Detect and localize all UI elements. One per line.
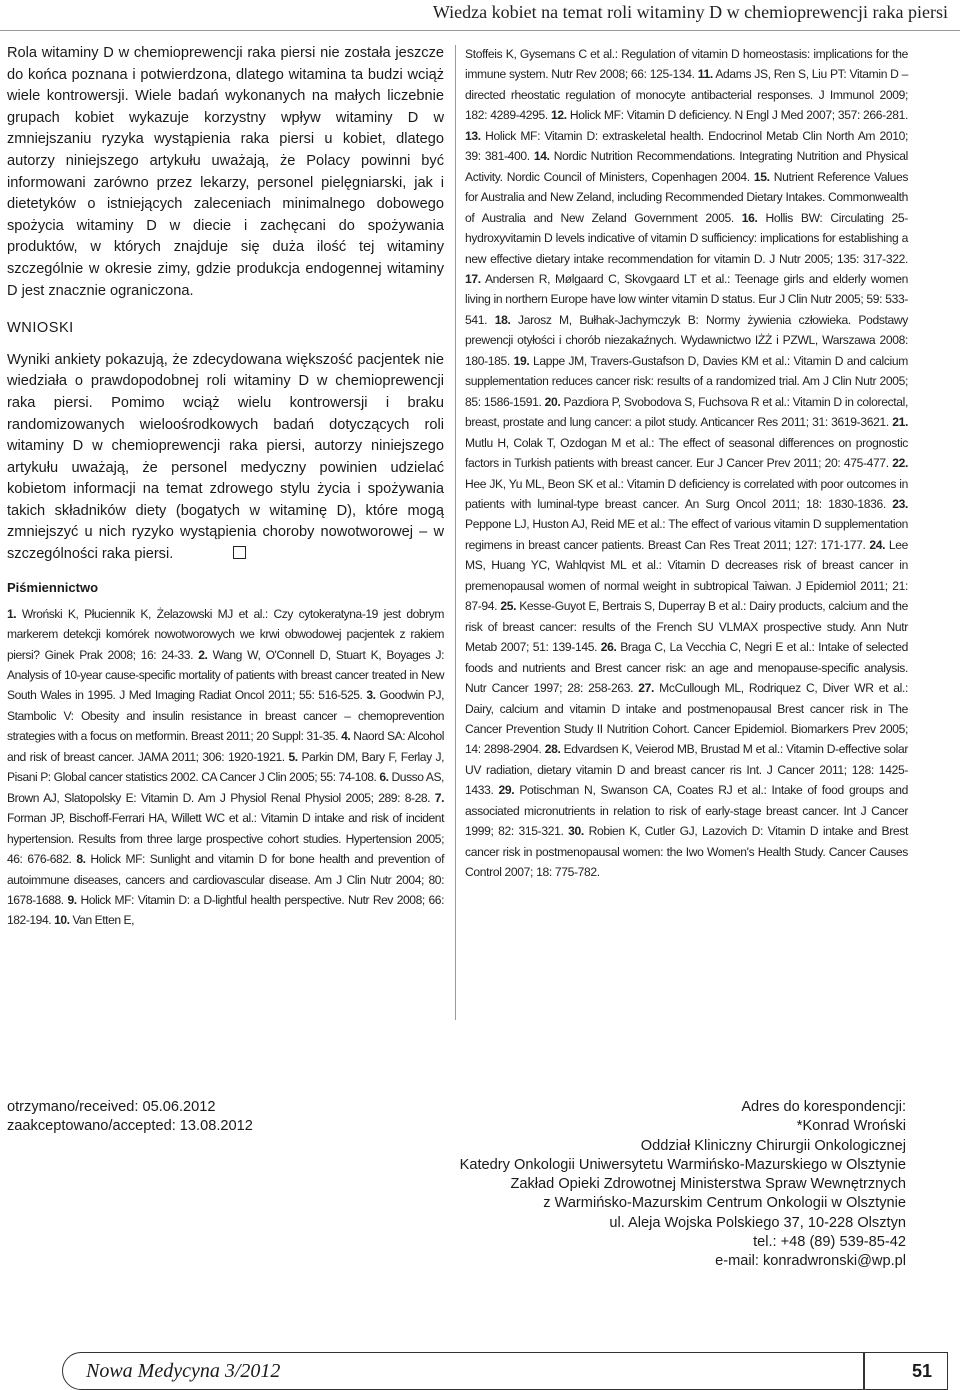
journal-name: Nowa Medycyna 3/2012 [86, 1360, 281, 1382]
address-line: e-mail: konradwronski@wp.pl [715, 1253, 906, 1270]
reference-number: 11. [697, 67, 713, 82]
reference-text: Peppone LJ, Huston AJ, Reid ME et al.: The effect of various vitamin D supplementation regimens in breast cancer patients. Breast Can Res Treat 2011; 127: 171-177. [465, 517, 908, 552]
reference-number: 6. [379, 770, 389, 785]
reference-number: 28. [544, 742, 561, 757]
reference-number: 1. [7, 606, 17, 621]
reference-text: Parkin DM, Bary F, Ferlay J, Pisani P: Global cancer statistics 2002. CA Cancer J Clin 2005; 55: 74-108. [7, 749, 444, 785]
reference-number: 16. [741, 210, 758, 225]
references-list-right [465, 44, 908, 883]
reference-number: 14. [533, 149, 550, 164]
left-column [7, 43, 444, 931]
reference-text: Mutlu H, Colak T, Ozdogan M et al.: The effect of seasonal differences on prognostic factors in Turkish patients with breast cancer. Eur J Cancer Prev 2011; 20: 475-477. [465, 435, 908, 471]
reference-text: Nordic Nutrition Recommendations. Integrating Nutrition and Physical Activity. Nordic Council of Ministers, Copenhagen 2004. [465, 149, 908, 184]
reference-text: Van Etten E, [72, 913, 135, 928]
reference-text: Holick MF: Vitamin D: extraskeletal health. Endocrinol Metab Clin North Am 2010; 39: 381-400. [465, 128, 909, 164]
reference-text: Adams JS, Ren S, Liu PT: Vitamin D – directed rheostatic regulation of monocyte antibacterial responses. J Immunol 2009; 182: 4289-4295. [465, 67, 909, 123]
reference-text: Forman JP, Bischoff-Ferrari HA, Willett WC et al.: Vitamin D intake and risk of incident hypertension. Results from three large prospective cohort studies. Hypertension 2005; 46: 676-682. [7, 811, 444, 867]
address-line: Oddział Kliniczny Chirurgii Onkologicznej [640, 1137, 906, 1154]
intro-paragraph: Rola witaminy D w chemioprewencji raka piersi nie została jeszcze do końca poznana i potwierdzona, dlatego witamina ta budzi wciąż wiele kontrowersji. Wiele badań wykonanych na małych liczebnie grupach kobiet wykazuje korzystny wpływ witaminy D w zmniejszaniu ryzyka wystąpienia raka piersi u kobiet, dlatego autorzy niniejszego artykułu uważają, że Polacy powinni być informowani zarówno przez lekarzy, personel pielęgniarski, jak i dietetyków o istniejących zaleceniach minimalnego dobowego spożycia witaminy D w diecie i zachęcani do spożywania produktów, w których znajduje się duża ilość tej witaminy szczególnie w okresie zimy, gdzie produkcja endogennej witaminy D jest znacznie ograniczona. [7, 45, 444, 299]
correspondence-name: *Konrad Wroński [796, 1118, 906, 1135]
reference-number: 9. [67, 893, 77, 907]
reference-text: Kesse-Guyot E, Bertrais S, Duperray B et al.: Dairy products, calcium and the risk of breast cancer: results of the French SU VLMAX prospective study. Ann Nutr Metab 2007; 51: 139-145. [465, 599, 909, 655]
correspondence-address [460, 1098, 906, 1272]
address-line: z Warmińsko-Mazurskim Centrum Onkologii w Olsztynie [543, 1195, 906, 1212]
address-line: Zakład Opieki Zdrowotnej Ministerstwa Spraw Wewnętrznych [510, 1176, 906, 1193]
reference-number: 27. [638, 681, 655, 696]
reference-text: Dusso AS, Brown AJ, Slatopolsky E: Vitamin D. Am J Physiol Renal Physiol 2005; 289: 8-28. [7, 770, 444, 805]
reference-number: 30. [568, 824, 584, 839]
correspondence-heading: Adres do korespondencji: [741, 1099, 906, 1115]
accepted-date: zaakceptowano/accepted: 13.08.2012 [7, 1117, 253, 1134]
reference-text: Potischman N, Swanson CA, Coates RJ et al.: Intake of food groups and associated micronutrients in relation to risk of early-stage breast cancer. Int J Cancer 1999; 82: 315-321. [465, 783, 908, 839]
reference-text: Holick MF: Vitamin D deficiency. N Engl J Med 2007; 357: 266-281. [569, 108, 909, 123]
reference-text: Jarosz M, Bułhak-Jachymczyk B: Normy żywienia człowieka. Podstawy prewencji otyłości i chorób niezakaźnych. Wydawnictwo IŻŻ i PZWL, Warszawa 2008: 180-185. [465, 312, 908, 368]
reference-text: Hee JK, Yu ML, Beon SK et al.: Vitamin D deficiency is correlated with poor outcomes in patients with luminal-type breast cancer. An Surg Oncol 2011; 18: 1830-1836. [465, 476, 908, 511]
reference-number: 29. [498, 783, 515, 798]
reference-text: Edvardsen K, Veierod MB, Brustad M et al.: Vitamin D-effective solar UV radiation, dietary vitamin D and breast cancer ris Int. J Cancer 2011; 128: 1425-1433. [465, 742, 909, 798]
reference-number: 21. [892, 415, 908, 430]
reference-text: Braga C, La Vecchia C, Negri E et al.: Intake of selected foods and nutrients and Brest cancer risk: an age and menopause-specific analysis. Nutr Cancer 1997; 28: 258-263. [465, 640, 908, 696]
reference-text: Stoffeis K, Gysemans C et al.: Regulation of vitamin D homeostasis: implications for the immune system. Nutr Rev 2008; 66: 125-134. [465, 47, 908, 82]
reference-number: 8. [76, 852, 86, 867]
reference-text: Holick MF: Sunlight and vitamin D for bone health and prevention of autoimmune diseases, cancers and cardiovascular disease. Am J Clin Nutr 2004; 80: 1678-1688. [7, 852, 444, 907]
running-title: Wiedza kobiet na temat roli witaminy D w chemioprewencji raka piersi [432, 2, 948, 22]
reference-text: Nutrient Reference Values for Australia and New Zeland, including Recommended Dietary Intakes. Commonwealth of Australia and New Zeland Government 2005. [465, 169, 909, 225]
header-rule [0, 30, 960, 31]
reference-number: 15. [753, 169, 770, 184]
conclusions-text: Wyniki ankiety pokazują, że zdecydowana większość pacjentek nie wiedziała o prawdopodobnej roli witaminy D w chemioprewencji raka piersi. Pomimo wciąż wielu kontrowersji i braku randomizowanych wieloośrodkowych badań dotyczących roli witaminy D w chemioprewencji raka piersi, autorzy niniejszego artykułu uważają, że personel medyczny powinien udzielać kobietom informacji na temat zdrowego stylu życia i spożywania takich składników diety (bogatych w witaminę D), które mogą zmniejszyć u nich ryzyko wystąpienia choroby nowotworowej – w szczególności raka piersi. [7, 351, 444, 563]
reference-text: Andersen R, Mølgaard C, Skovgaard LT et al.: Teenage girls and elderly women living in northern Europe have low winter vitamin D status. Eur J Clin Nutr 2005; 59: 533-541. [465, 271, 908, 327]
references-heading: Piśmiennictwo [7, 579, 99, 595]
footer-divider [863, 1352, 865, 1390]
reference-number: 22. [892, 456, 908, 471]
reference-number: 12. [551, 108, 567, 123]
reference-number: 17. [465, 271, 481, 286]
reference-number: 25. [500, 599, 517, 614]
end-of-article-mark [233, 546, 246, 559]
reference-number: 13. [465, 128, 481, 143]
conclusions-paragraph [7, 350, 444, 566]
reference-number: 20. [544, 394, 561, 409]
address-line: ul. Aleja Wojska Polskiego 37, 10-228 Olsztyn [609, 1214, 906, 1231]
references-list-left [7, 604, 444, 931]
reference-text: Naord SA: Alcohol and risk of breast cancer. JAMA 2011; 306: 1920-1921. [7, 729, 444, 764]
dates-block [7, 1098, 253, 1135]
reference-number: 24. [869, 537, 886, 552]
right-column [465, 44, 908, 883]
reference-number: 2. [198, 647, 208, 662]
reference-text: Pazdiora P, Svobodova S, Fuchsova R et al.: Vitamin D in colorectal, breast, prostate and lung cancer: a pilot study. Anticancer Res 2011; 31: 3619-3621. [465, 394, 909, 430]
reference-text: Wroński K, Płuciennik K, Żelazowski MJ et al.: Czy cytokeratyna-19 jest dobrym markerem detekcji komórek nowotworowych we krwi obwodowej pacjentek z rakiem piersi? Ginek Prak 2008; 16: 24-33. [7, 606, 444, 662]
address-line: tel.: +48 (89) 539-85-42 [753, 1234, 906, 1251]
reference-number: 26. [600, 640, 617, 655]
reference-number: 7. [434, 790, 444, 805]
reference-text: Hollis BW: Circulating 25-hydroxyvitamin D levels indicative of vitamin D sufficiency: implications for establishing a new effective dietary intake recommendation for vitamin D. J Nutr 2005; 135: 317-322. [465, 210, 908, 266]
reference-number: 5. [288, 749, 298, 764]
reference-text: Goodwin PJ, Stambolic V: Obesity and insulin resistance in breast cancer – chemoprevention strategies with a focus on metformin. Breast 2011; 20 Suppl: 31-35. [7, 688, 444, 744]
reference-number: 23. [892, 496, 908, 511]
reference-text: Lee MS, Huang YC, Wahlqvist ML et al.: Vitamin D decreases risk of breast cancer in premenopausal women of normal weight in subtropical Taiwan. J Epidemiol 2011; 21: 87-94. [465, 537, 909, 614]
reference-number: 19. [513, 353, 530, 368]
column-divider [455, 45, 456, 1020]
reference-number: 18. [494, 312, 511, 327]
reference-number: 3. [366, 688, 376, 703]
received-date: otrzymano/received: 05.06.2012 [7, 1099, 216, 1115]
reference-text: Lappe JM, Travers-Gustafson D, Davies KM et al.: Vitamin D and calcium supplementation reduces cancer risk: results of a randomized trial. Am J Clin Nutr 2005; 85: 1586-1591. [465, 353, 908, 409]
reference-text: McCullough ML, Rodriquez C, Diver WR et al.: Dairy, calcium and vitamin D intake and postmenopausal Brest cancer risk in The Cancer Prevention Study II Nutrition Cohort. Cancer Epidemiol. Biomarkers Prev 2005; 14: 2898-2904. [465, 681, 908, 757]
page-number: 51 [912, 1361, 933, 1381]
conclusions-heading: WNIOSKI [7, 320, 74, 337]
reference-text: Holick MF: Vitamin D: a D-lightful health perspective. Nutr Rev 2008; 66: 182-194. [7, 893, 444, 928]
reference-text: Robien K, Cutler GJ, Lazovich D: Vitamin D intake and Brest cancer risk in postmenopausal women: the Iwo Women's Health Study. Cancer Causes Control 2007; 18: 775-782. [465, 824, 908, 880]
reference-text: Wang W, O'Connell D, Stuart K, Boyages J: Analysis of 10-year cause-specific mortality of patients with breast cancer treated in New South Wales in 1995. J Med Imaging Radiat Oncol 2011; 55: 516-525. [7, 647, 444, 703]
address-line: Katedry Onkologii Uniwersytetu Warmińsko-Mazurskiego w Olsztynie [459, 1156, 906, 1173]
reference-number: 4. [341, 729, 351, 744]
reference-number: 10. [54, 913, 70, 928]
